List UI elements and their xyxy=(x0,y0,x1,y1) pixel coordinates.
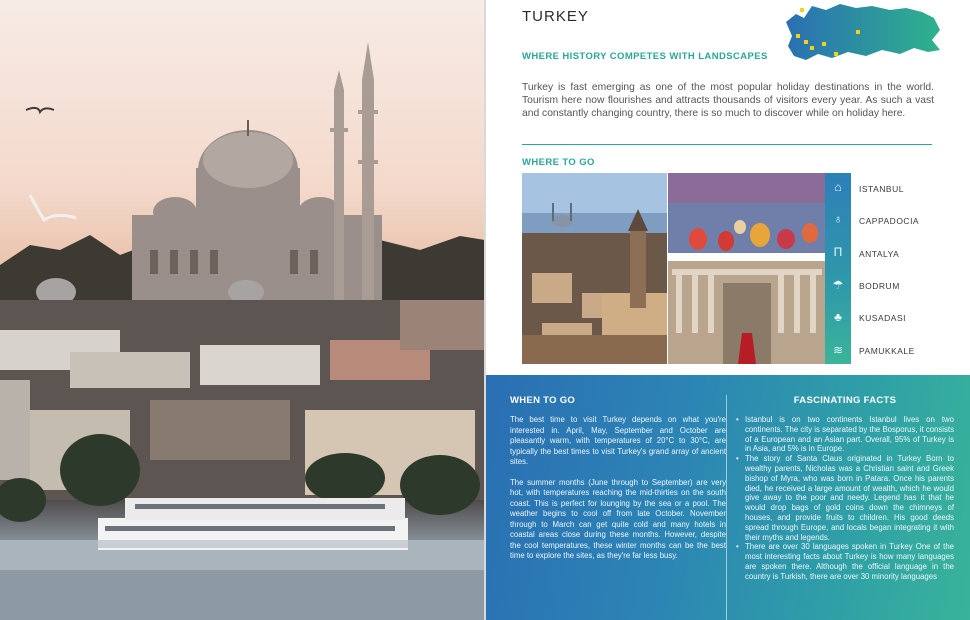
section-divider xyxy=(522,144,932,145)
right-page xyxy=(486,0,970,620)
destination-icon-bar xyxy=(825,173,851,364)
page-subtitle: WHERE HISTORY COMPETES WITH LANDSCAPES xyxy=(522,51,768,62)
when-to-go-paragraph-2: The summer months (June through to September) are very hot, with temperatures reaching the mid-thirties on the south coast. This is perfect for lounging by the sea or a pool. The weather begins to cool off from late October. November through to March can get quite cold and many hotels in coastal areas close during these months. However, despite the cool temperatures, these winter months can be the best time to explore the sites, as they're far less busy. xyxy=(510,477,726,560)
fascinating-facts-section xyxy=(736,395,954,582)
cappadocia-ephesus-photo xyxy=(668,173,825,364)
turkey-map-icon xyxy=(782,0,946,66)
page-title: TURKEY xyxy=(522,8,589,25)
fact-item: • Istanbul is on two continents Istanbul lives on two continents. The city is separated by the Bosporus, it consists of a European and an Asian part. Overall, 95% of Turkey is in Asia, and 5% is in Europe. xyxy=(736,415,954,454)
fact-item: • The story of Santa Claus originated in Turkey Born to wealthy parents, Nicholas was a Christian saint and Greek bishop of Myra, who was born in Patara. Once his parents died, he received a large amount of wealth, which he would give away to the poor and needy. Legend has it that he would drop bags of gold coins down the chimneys of houses, and provide fruits to children. His good deeds spread through Europe, and locals began integrating it with their myths and legends. xyxy=(736,454,954,542)
fact-item: • There are over 30 languages spoken in Turkey One of the most interesting facts about Turkey is how many languages are spoken there. Although the official language in the country is Turkish, there are over 30 minority languages xyxy=(736,542,954,581)
mosque-icon: ⌂ xyxy=(834,180,842,194)
intro-paragraph: Turkey is fast emerging as one of the most popular holiday destinations in the world. Tourism here now flourishes and attracts thousands of visitors every year. As such a vast and constantly changing country, there is so much to discover while on holiday here. xyxy=(522,82,934,119)
istanbul-skyline-photo xyxy=(522,173,667,364)
where-to-go-heading: WHERE TO GO xyxy=(522,157,595,168)
destination-kusadasi: KUSADASI xyxy=(859,313,906,323)
palm-icon: ♣ xyxy=(834,310,842,324)
terraces-icon: ≋ xyxy=(832,343,844,357)
facts-heading: FASCINATING FACTS xyxy=(793,395,897,406)
destination-istanbul: ISTANBUL xyxy=(859,184,904,194)
facts-list xyxy=(736,415,954,582)
balloon-icon: ♁ xyxy=(833,212,843,226)
destination-bodrum: BODRUM xyxy=(859,281,900,291)
info-band xyxy=(486,375,970,620)
beach-icon: ☂ xyxy=(832,278,844,292)
when-to-go-section xyxy=(510,395,726,572)
destination-antalya: ANTALYA xyxy=(859,249,900,259)
ruins-icon: Π xyxy=(833,245,843,259)
destination-cappadocia: CAPPADOCIA xyxy=(859,216,920,226)
when-to-go-heading: WHEN TO GO xyxy=(510,395,576,406)
when-to-go-paragraph-1: The best time to visit Turkey depends on what you're interested in. April, May, September and October are pleasantly warm, with temperatures of 20°C to 30°C, are typically the best times to visit Turkey's grand array of ancient sites. xyxy=(510,415,726,466)
destination-pamukkale: PAMUKKALE xyxy=(859,346,915,356)
column-divider xyxy=(726,395,727,620)
